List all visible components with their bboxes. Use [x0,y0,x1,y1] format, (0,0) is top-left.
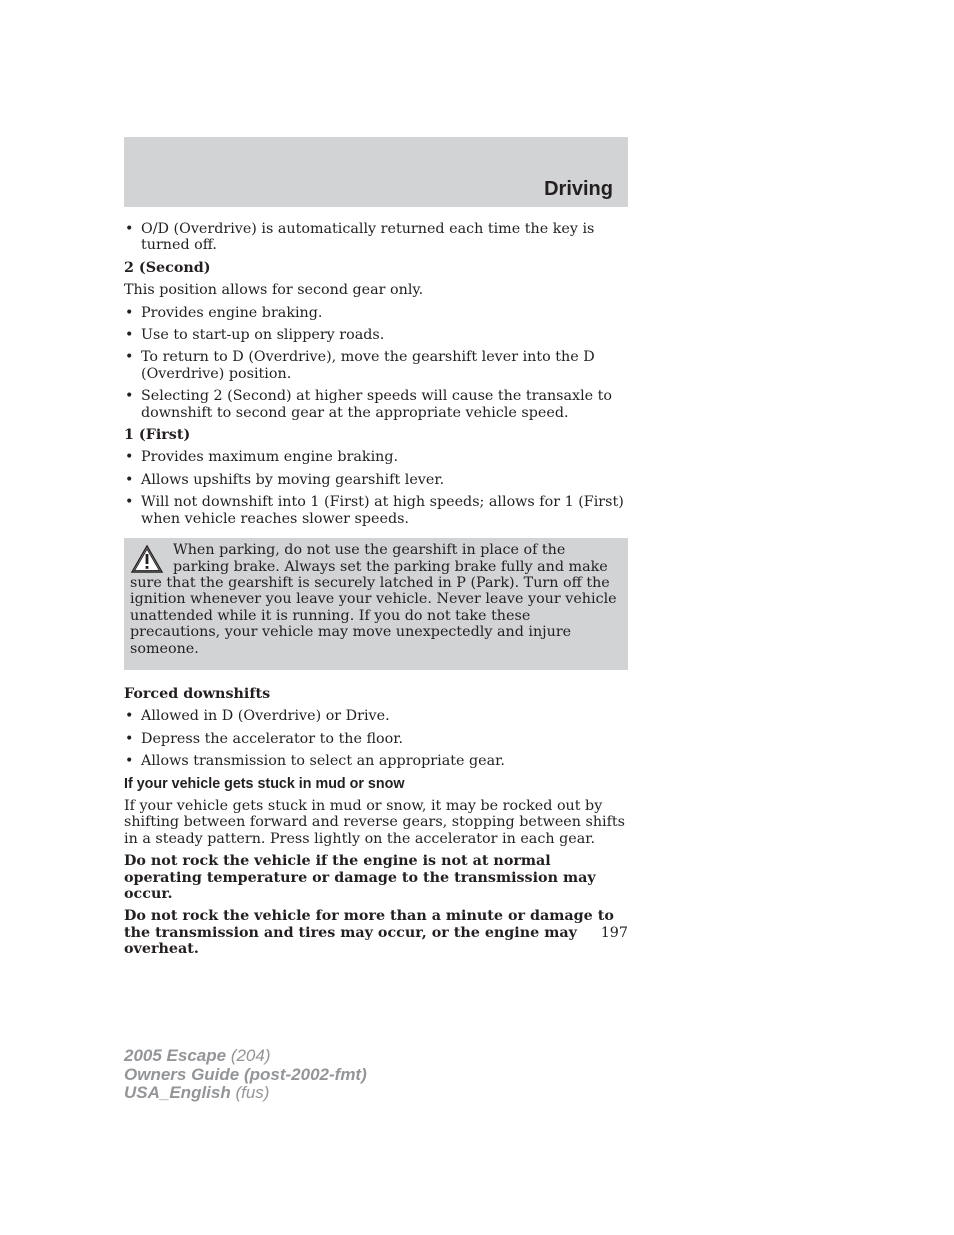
section-title: Driving [544,178,613,200]
footer-line-2: Owners Guide (post-2002-fmt) [124,1064,367,1084]
list-item: • Provides engine braking. [125,304,323,321]
page-number: 197 [600,925,628,941]
list-item: • Allowed in D (Overdrive) or Drive. [125,708,390,725]
section-header-bar [124,137,628,207]
list-item: • Selecting 2 (Second) at higher speeds will cause the transaxle to downshift to second gear at the appropriate vehicle speed. [125,388,613,421]
document-footer [124,1047,367,1103]
parking-warning-box [124,538,628,670]
list-item: • Allows transmission to select an appropriate gear. [125,753,505,770]
list-item: • Use to start-up on slippery roads. [125,327,385,344]
list-item: • Allows upshifts by moving gearshift lever. [125,471,445,488]
footer-line-1: 2005 Escape (204) [124,1046,271,1065]
warning-triangle-icon [130,544,164,574]
list-item: • Provides maximum engine braking. [125,449,399,466]
page-content [124,221,628,964]
list-item: • Depress the accelerator to the floor. [125,730,404,747]
bullet-list-first [124,449,628,527]
stuck-warning-1: Do not rock the vehicle if the engine is not at normal operating temperature or damage to the transmission may occur. [124,853,596,902]
heading-second: 2 (Second) [124,259,211,276]
footer-line-3: USA_English (fus) [124,1083,270,1102]
heading-first: 1 (First) [124,427,191,444]
list-item: • O/D (Overdrive) is automatically returned each time the key is turned off. [125,221,595,254]
paragraph-stuck: If your vehicle gets stuck in mud or snow, it may be rocked out by shifting between forward and reverse gears, stopping between shifts in a steady pattern. Press lightly on the accelerator in each gear. [124,797,625,847]
stuck-warning-2: Do not rock the vehicle for more than a minute or damage to the transmission and tires may occur, or the engine may overheat. [124,908,614,958]
bullet-list-forced [124,708,628,769]
heading-forced-downshifts: Forced downshifts [124,685,271,702]
bullet-list-second [124,305,628,421]
bullet-list-overdrive [124,221,628,254]
list-item: • To return to D (Overdrive), move the gearshift lever into the D (Overdrive) position. [125,349,595,382]
warning-text: When parking, do not use the gearshift in place of the parking brake. Always set the parking brake fully and make sure that the gearshift is securely latched in P (Park). Turn off the ignition whenever you leave your vehicle. Never leave your vehicle unattended while it is running. If you do not take these precautions, your vehicle may move unexpectedly and injure someone. [130,542,617,657]
list-item: • Will not downshift into 1 (First) at high speeds; allows for 1 (First) when vehicle reaches slower speeds. [125,494,624,527]
heading-stuck-mud-snow: If your vehicle gets stuck in mud or snow [124,775,405,792]
paragraph-second: This position allows for second gear only. [124,282,424,299]
